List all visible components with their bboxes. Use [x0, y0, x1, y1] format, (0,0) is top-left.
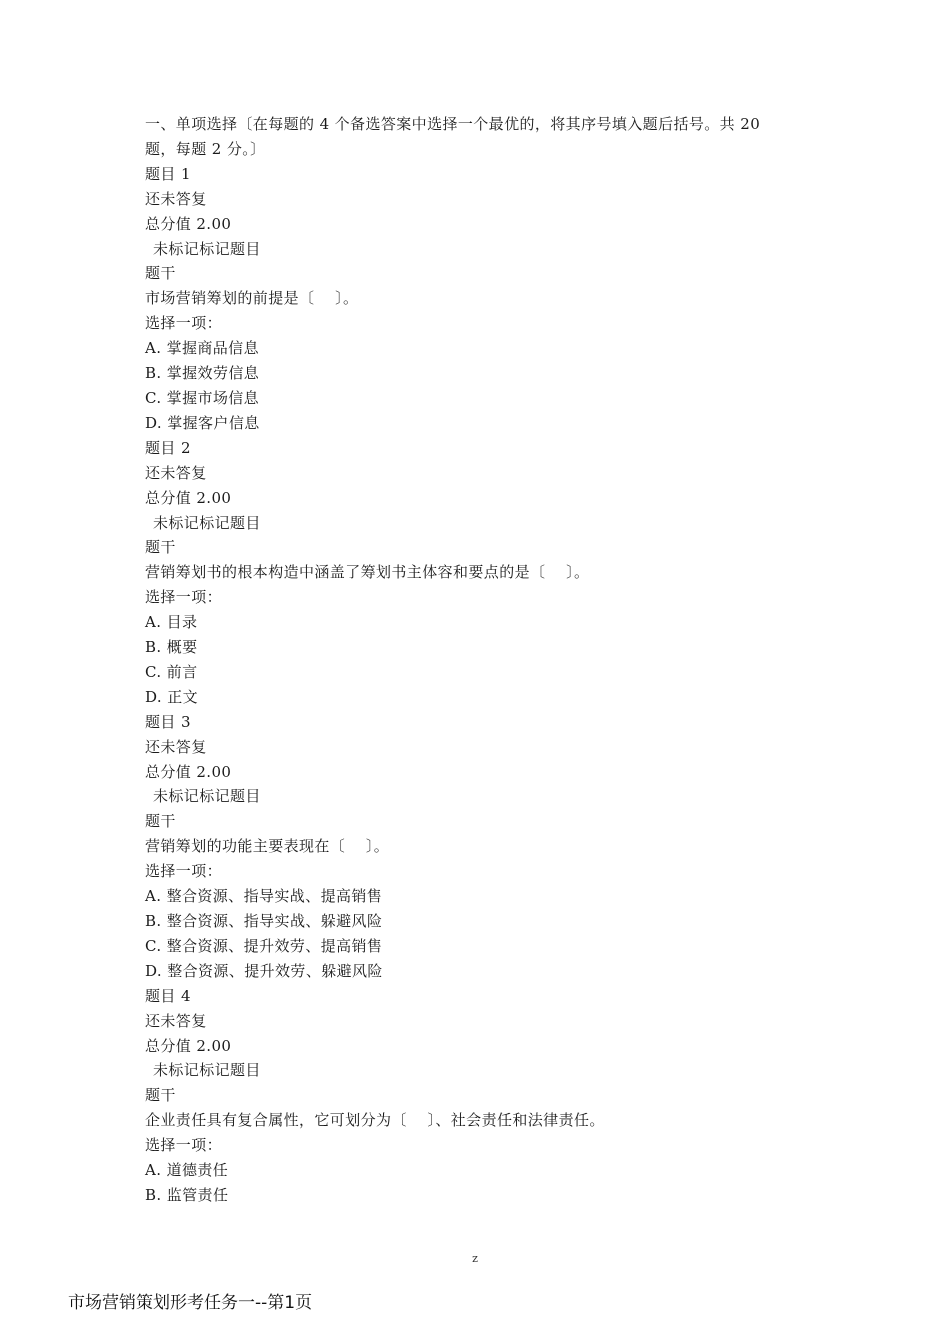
question-score: 总分值 2.00	[145, 1036, 232, 1055]
question-number: 题目 2	[145, 438, 191, 457]
answer-option[interactable]: C. 掌握市场信息	[145, 388, 260, 407]
answer-option[interactable]: A. 目录	[145, 613, 198, 632]
question-stem-label: 题干	[145, 264, 176, 283]
question-score: 总分值 2.00	[145, 762, 232, 781]
question-block	[145, 162, 825, 436]
answer-option[interactable]: B. 整合资源、指导实战、躲避风险	[145, 912, 383, 930]
question-score: 总分值 2.00	[145, 488, 232, 507]
question-block	[145, 710, 825, 984]
answer-option[interactable]: B. 掌握效劳信息	[145, 364, 260, 383]
flag-question-link[interactable]: 未标记标记题目	[153, 787, 261, 806]
question-status: 还未答复	[145, 189, 207, 208]
answer-option[interactable]: B. 概要	[145, 638, 198, 657]
question-stem-label: 题干	[145, 538, 176, 557]
answer-option[interactable]: A. 掌握商品信息	[145, 339, 259, 358]
question-status: 还未答复	[145, 737, 207, 756]
question-stem: 市场营销筹划的前提是〔 〕。	[145, 289, 359, 308]
question-status: 还未答复	[145, 463, 207, 482]
choose-one-prompt: 选择一项：	[145, 862, 223, 881]
answer-option[interactable]: C. 前言	[145, 662, 198, 681]
choose-one-prompt: 选择一项：	[145, 588, 223, 607]
answer-option[interactable]: D. 掌握客户信息	[145, 413, 260, 432]
flag-question-link[interactable]: 未标记标记题目	[153, 1061, 261, 1080]
section-heading-line-2: 题，每题 2 分。〕	[145, 139, 266, 158]
question-stem: 营销筹划的功能主要表现在〔 〕。	[145, 837, 390, 856]
choose-one-prompt: 选择一项：	[145, 314, 223, 333]
answer-option[interactable]: D. 整合资源、提升效劳、躲避风险	[145, 961, 383, 980]
question-score: 总分值 2.00	[145, 214, 232, 233]
question-number: 题目 4	[145, 986, 191, 1005]
page-footer-title: 市场营销策划形考任务一--第1页	[68, 1293, 313, 1313]
question-stem: 营销筹划书的根本构造中涵盖了筹划书主体容和要点的是〔 〕。	[145, 563, 590, 582]
question-stem: 企业责任具有复合属性，它可划分为〔 〕、社会责任和法律责任。	[145, 1111, 605, 1130]
flag-question-link[interactable]: 未标记标记题目	[153, 513, 261, 532]
answer-option[interactable]: A. 道德责任	[145, 1161, 229, 1180]
question-number: 题目 3	[145, 712, 191, 731]
question-stem-label: 题干	[145, 812, 176, 831]
question-status: 还未答复	[145, 1011, 207, 1030]
question-block	[145, 984, 825, 1208]
answer-option[interactable]: C. 整合资源、提升效劳、提高销售	[145, 936, 383, 955]
page-footer-mark: z	[472, 1252, 478, 1265]
answer-option[interactable]: A. 整合资源、指导实战、提高销售	[145, 887, 383, 906]
answer-option[interactable]: B. 监管责任	[145, 1185, 229, 1204]
flag-question-link[interactable]: 未标记标记题目	[153, 239, 261, 258]
document-content	[145, 112, 825, 1208]
answer-option[interactable]: D. 正文	[145, 687, 199, 706]
choose-one-prompt: 选择一项：	[145, 1136, 223, 1155]
section-heading-line-1: 一、单项选择〔在每题的 4 个备选答案中选择一个最优的，将其序号填入题后括号。共 20	[145, 115, 761, 133]
question-stem-label: 题干	[145, 1086, 176, 1105]
question-block	[145, 436, 825, 710]
question-number: 题目 1	[145, 164, 191, 183]
